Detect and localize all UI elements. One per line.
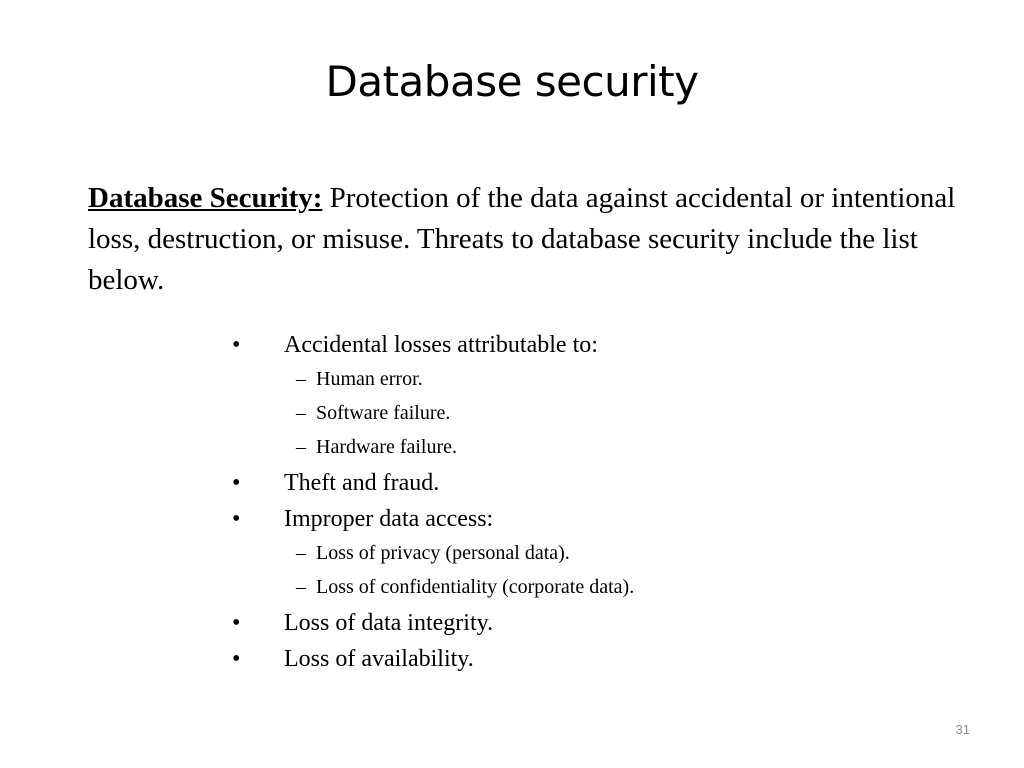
bullet-item: [229, 606, 929, 642]
bullet-marker: •: [232, 470, 241, 496]
sub-label: Loss of confidentiality (corporate data).: [316, 576, 635, 598]
sub-item: [229, 432, 929, 466]
bullet-item: [229, 328, 929, 364]
sub-label: Loss of privacy (personal data).: [316, 542, 570, 564]
bullet-marker: •: [232, 610, 241, 636]
bullet-item: [229, 642, 929, 678]
sub-marker: –: [296, 436, 306, 458]
sub-marker: –: [296, 542, 306, 564]
bullet-marker: •: [232, 646, 241, 672]
slide-number: 31: [955, 722, 970, 737]
bullet-label: Loss of data integrity.: [284, 610, 494, 636]
bullet-marker: •: [232, 332, 241, 358]
threat-list: [229, 328, 929, 678]
sub-item: [229, 538, 929, 572]
sub-label: Software failure.: [316, 402, 451, 424]
bullet-label: Improper data access:: [284, 506, 494, 532]
bullet-item: [229, 502, 929, 538]
sub-item: [229, 572, 929, 606]
bullet-label: Loss of availability.: [284, 646, 474, 672]
bullet-label: Accidental losses attributable to:: [284, 332, 598, 358]
definition-term: Database Security:: [88, 182, 323, 214]
sub-label: Human error.: [316, 368, 423, 390]
sub-marker: –: [296, 576, 306, 598]
sub-label: Hardware failure.: [316, 436, 458, 458]
sub-marker: –: [296, 368, 306, 390]
bullet-marker: •: [232, 506, 241, 532]
bullet-label: Theft and fraud.: [284, 470, 440, 496]
bullet-item: [229, 466, 929, 502]
slide-title: Database security: [325, 57, 699, 106]
sub-item: [229, 398, 929, 432]
sub-marker: –: [296, 402, 306, 424]
sub-item: [229, 364, 929, 398]
definition-text: Protection of the data against accidental or intentional loss, destruction, or misuse. Threats to database security include the list below.: [88, 182, 956, 296]
definition-paragraph: [88, 178, 968, 301]
